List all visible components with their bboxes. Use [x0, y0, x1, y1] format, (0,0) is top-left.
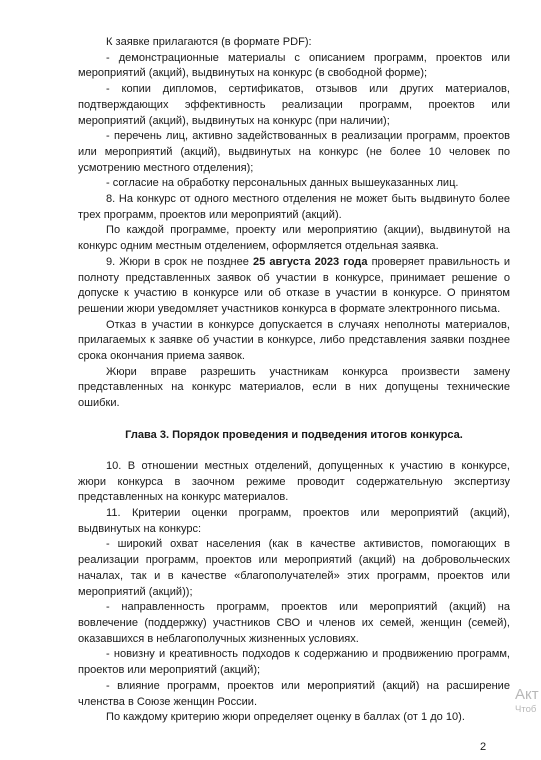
chapter-3-heading: Глава 3. Порядок проведения и подведения итогов конкурса.	[125, 428, 463, 441]
section-gap	[78, 443, 510, 459]
scoring-paragraph: По каждому критерию жюри определяет оценку в баллах (от 1 до 10).	[106, 711, 465, 724]
activation-watermark	[515, 686, 539, 716]
clause-9-deadline: 25 августа 2023 года	[253, 255, 368, 268]
criterion-membership: - влияние программ, проектов или мероприятий (акций) на расширение членства в Союзе женщин России.	[78, 679, 510, 708]
criterion-coverage: - широкий охват населения (как в качестве активистов, помогающих в реализации программ, проектов или мероприятий (акций) на добровольческих началах, так и в качестве «благополучателей» этих программ, проектов или мероприятий (акций));	[78, 538, 510, 598]
clause-9	[78, 255, 510, 318]
replacement-paragraph: Жюри вправе разрешить участникам конкурса произвести замену представленных на конкурс материалов, если в них допущены технические ошибки.	[78, 365, 510, 410]
criterion-support: - направленность программ, проектов или мероприятий (акций) на вовлечение (поддержку) участников СВО и членов их семей, женщин (семей), оказавшихся в неблагополучных жизненных условиях.	[78, 601, 510, 645]
clause-10: 10. В отношении местных отделений, допущенных к участию в конкурсе, жюри конкурса в заочном режиме проводит содержательную экспертизу представленных на конкурс материалов.	[78, 459, 510, 504]
clause-11: 11. Критерии оценки программ, проектов или мероприятий (акций), выдвинутых на конкурс:	[78, 507, 510, 535]
clause-9-text-start: 9. Жюри в срок не позднее	[106, 255, 253, 268]
attachment-item-materials: - демонстрационные материалы с описанием программ, проектов или мероприятий (акций), выдвинутых на конкурс (в свободной форме);	[78, 51, 510, 80]
refusal-paragraph: Отказ в участии в конкурсе допускается в случаях неполноты материалов, прилагаемых к заявке об участии в конкурсе, либо представления заявки позднее срока окончания приема заявок.	[78, 318, 510, 363]
attachments-intro: К заявке прилагаются (в формате PDF):	[106, 36, 312, 48]
criterion-novelty: - новизну и креативность подходов к содержанию и продвижению программ, проектов или мероприятий (акций);	[78, 648, 510, 677]
watermark-line-2: Чтоб	[515, 704, 537, 715]
clause-9-text-end: проверяет правильность и полноту представленных заявок об участии в конкурсе, принимает решение о допуске к участию в конкурсе или об отказе в участии в конкурсе. О принятом решении жюри уведомляет участников конкурса в формате электронного письма.	[78, 255, 511, 315]
attachment-item-persons: - перечень лиц, активно задействованных в реализации программ, проектов или мероприятий (акций), выдвинутых на конкурс (не более 10 человек по усмотрению местного отделения);	[78, 130, 510, 174]
watermark-line-1: Акт	[515, 686, 539, 703]
attachment-item-diplomas: - копии дипломов, сертификатов, отзывов или других материалов, подтверждающих эффективность реализации программ, проектов или мероприятий (акций), выдвинутых на конкурс (при наличии);	[78, 83, 510, 127]
clause-8: 8. На конкурс от одного местного отделения не может быть выдвинуто более трех программ, проектов или мероприятий (акций).	[78, 193, 510, 221]
page-number: 2	[480, 741, 487, 753]
section-gap	[78, 412, 510, 428]
document-body	[78, 35, 510, 726]
attachment-item-consent: - согласие на обработку персональных данных вышеуказанных лиц.	[106, 177, 459, 190]
clause-8-separate-application: По каждой программе, проекту или мероприятию (акции), выдвинутой на конкурс одним местным отделением, оформляется отдельная заявка.	[78, 224, 510, 253]
